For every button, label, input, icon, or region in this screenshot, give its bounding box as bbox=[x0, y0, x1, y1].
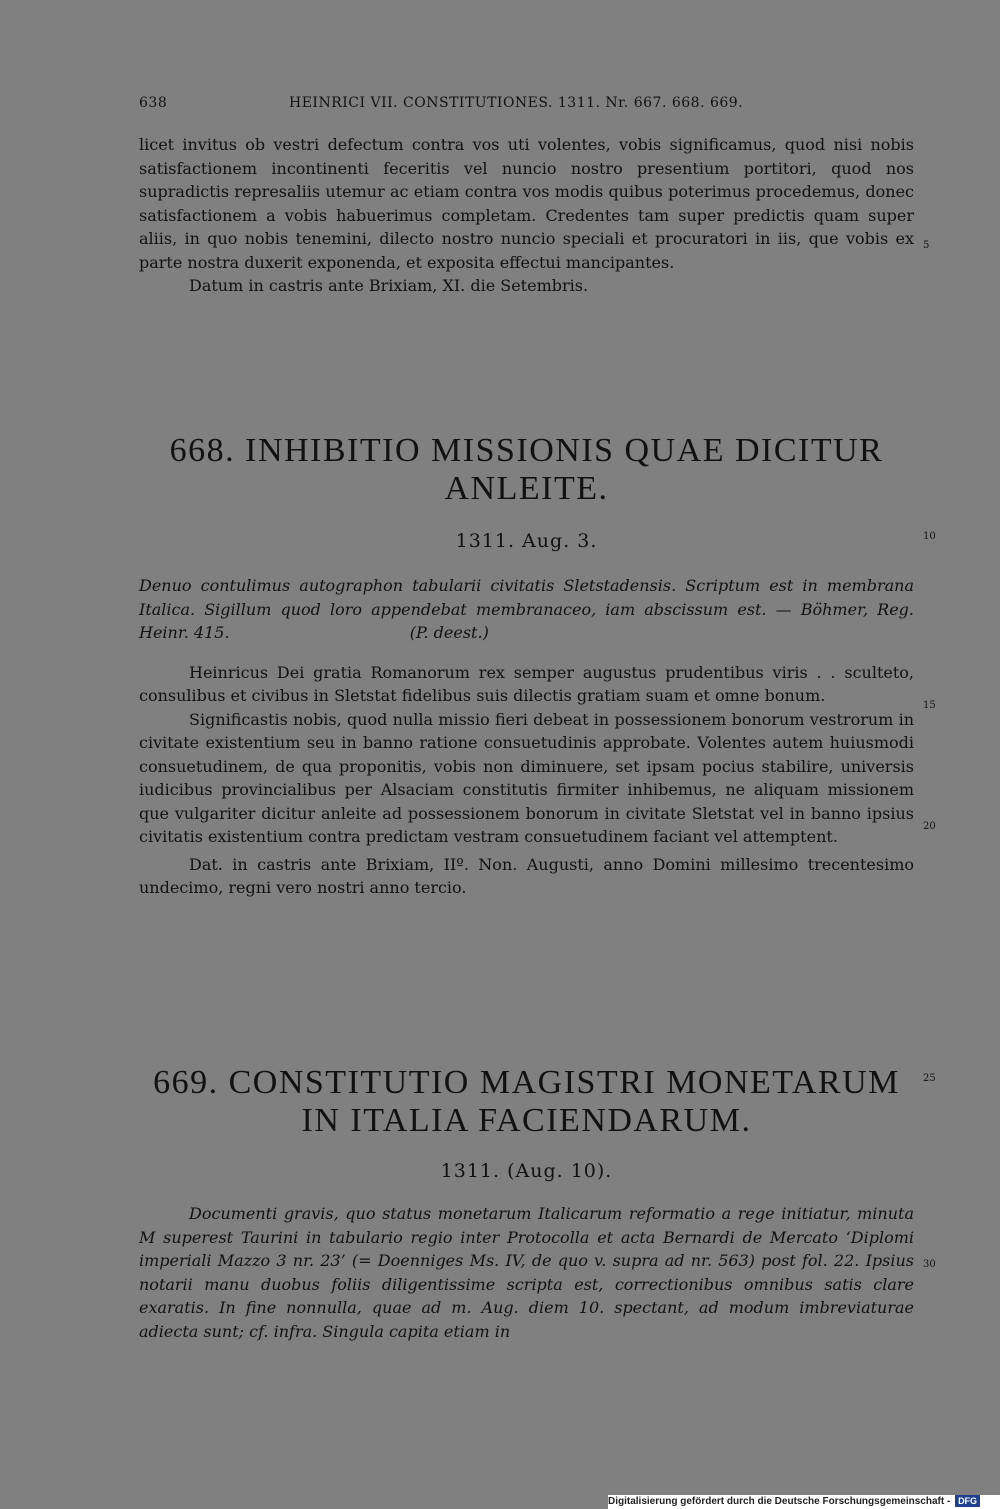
doc668-datum: Dat. in castris ante Brixiam, IIº. Non. Augusti, anno Domini millesimo trecentesimo undecimo, regni vero nostri anno tercio. bbox=[139, 854, 914, 897]
page-number: 638 bbox=[139, 95, 168, 111]
document-669 bbox=[139, 1064, 914, 1343]
doc668-context: Significastis nobis, quod nulla missio fieri debeat in possessionem bonorum vestrorum in civitate existentium seu in banno ratione consuetudinis approbate. Volentes autem huiusmodi consuetudinem, de qua proponitis, vobis non diminuere, set ipsam pocius stabilire, universis iudicibus provincialibus per Alsaciam constitutis firmiter inhibemus, ne aliquam missionem que vulgariter dicitur anleite ad possessionem bonorum in civitate Sletstat vel in banno ipsius civitatis existentium contra predictam vestram consuetudinem faciant vel attemptent. bbox=[139, 709, 914, 846]
dfg-logo-icon: DFG bbox=[955, 1495, 980, 1507]
line-number: 30 bbox=[923, 1259, 936, 1270]
footer-text: Digitalisierung gefördert durch die Deutsche Forschungsgemeinschaft - bbox=[608, 1496, 951, 1507]
doc667-datum: Datum in castris ante Brixiam, XI. die Setembris. bbox=[189, 276, 589, 295]
line-number: 5 bbox=[923, 240, 930, 251]
doc668-note-siglum: (P. deest.) bbox=[409, 623, 489, 642]
running-title: HEINRICI VII. CONSTITUTIONES. 1311. Nr. 667. 668. 669. bbox=[289, 95, 744, 111]
doc668-note bbox=[139, 574, 914, 645]
line-number: 10 bbox=[923, 531, 936, 542]
digitization-footer bbox=[608, 1495, 1000, 1509]
doc669-date: 1311. (Aug. 10). bbox=[440, 1160, 613, 1182]
doc668-body bbox=[139, 661, 914, 900]
doc668-note-text bbox=[139, 574, 914, 645]
document-667-end bbox=[139, 133, 914, 298]
doc667-paragraph: licet invitus ob vestri defectum contra vos uti volentes, vobis significamus, quod nisi nobis satisfactionem incontinenti feceritis vel nuncio nostro presentium portitori, quod nos supradictis represaliis utemur ac etiam contra vos modis quibus poterimus procedemus, donec satisfactionem a vobis habuerimus completam. Credentes tam super predictis quam super aliis, in quo nobis tenemini, dilecto nostro nuncio speciali et procuratori in iis, que vobis ex parte nostra duxerit exponenda, et exposita effectui mancipantes. bbox=[139, 135, 914, 272]
doc669-note bbox=[139, 1202, 914, 1343]
doc669-note-text: Documenti gravis, quo status monetarum Italicarum reformatio a rege initiatur, minuta M superest Taurini in tabulario regio inter Protocolla et acta Bernardi de Mercato ‘Diplomi imperiali Mazzo 3 nr. 23’ (= Doenniges Ms. IV, de quo v. supra ad nr. 563) post fol. 22. Ipsius notarii manu duobus foliis diligentissime scripta est, correctionibus omnibus satis clare exaratis. In fine nonnulla, quae ad m. Aug. diem 10. spectant, ad modum imbreviaturae adiecta sunt; cf. infra. Singula capita etiam in bbox=[139, 1204, 914, 1341]
document-668 bbox=[139, 432, 914, 900]
doc669-title: 669. CONSTITUTIO MAGISTRI MONETARUM IN ITALIA FACIENDARUM. bbox=[153, 1064, 900, 1139]
doc668-note-body: Denuo contulimus autographon tabularii civitatis Sletstadensis. Scriptum est in membrana Italica. Sigillum quod loro appendebat membranaceo, iam abscissum est. — Böhmer, Reg. Heinr. 415. bbox=[139, 576, 914, 642]
line-number: 15 bbox=[923, 700, 936, 711]
line-number: 25 bbox=[923, 1073, 936, 1084]
doc668-date: 1311. Aug. 3. bbox=[455, 530, 598, 552]
doc668-protocol: Heinricus Dei gratia Romanorum rex semper augustus prudentibus viris . . sculteto, consulibus et civibus in Sletstat fidelibus suis dilectis gratiam suam et omne bonum. bbox=[139, 662, 914, 705]
doc668-title: 668. INHIBITIO MISSIONIS QUAE DICITUR ANLEITE. bbox=[169, 432, 884, 507]
line-number: 20 bbox=[923, 821, 936, 832]
